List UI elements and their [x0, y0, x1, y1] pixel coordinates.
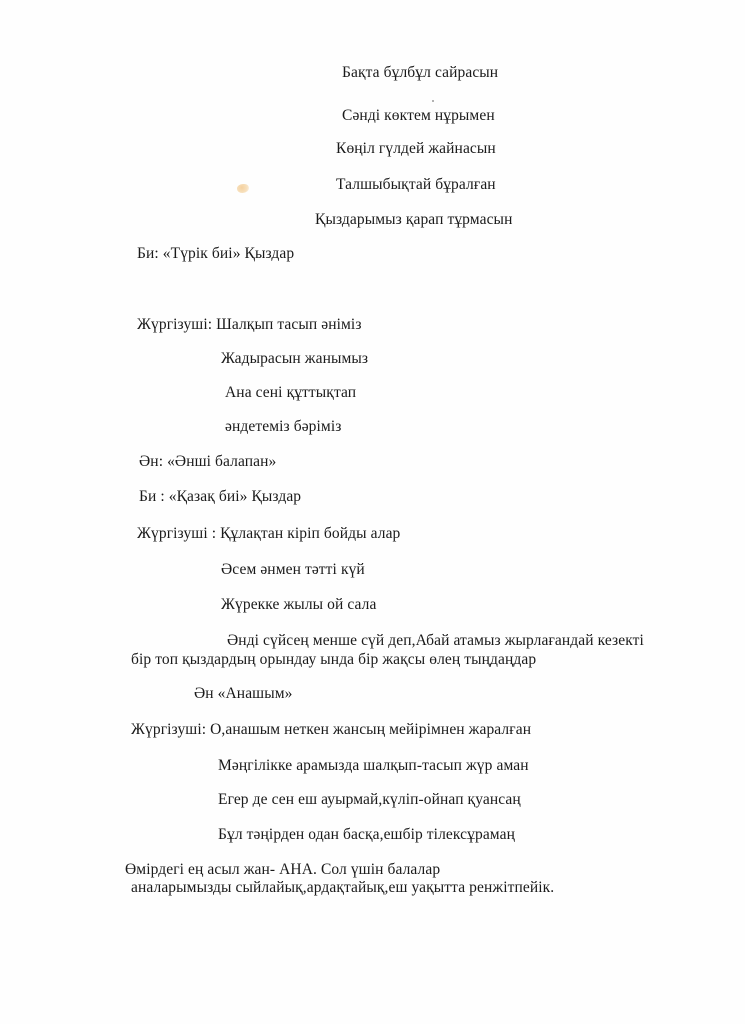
presenter-1-line-4: әндетеміз бәріміз: [225, 418, 342, 435]
closing-line-1: Өмірдегі ең асыл жан- АНА. Сол үшін балалар: [125, 861, 441, 878]
presenter-3-line-1: Жүргізуші: О,анашым неткен жансың мейірімнен жаралған: [131, 721, 532, 738]
song-singer-chick: Ән: «Әнші балапан»: [139, 453, 277, 470]
presenter-1-line-2: Жадырасын жанымыз: [221, 350, 369, 367]
presenter-3-line-2: Мәңгілікке арамызда шалқып-тасып жүр аман: [218, 757, 529, 774]
poem-line-4: Талшыбықтай бұралған: [336, 176, 496, 193]
song-anashym: Ән «Анашым»: [194, 685, 293, 702]
presenter-3-line-3: Егер де сен еш ауырмай,күліп-ойнап қуансаң: [218, 791, 521, 808]
presenter-2-line-2: Әсем әнмен тәтті күй: [221, 561, 365, 578]
presenter-1-line-3: Ана сені құттықтап: [225, 384, 357, 401]
paper-speck: [432, 100, 434, 102]
presenter-2-line-4: Әнді сүйсең менше сүй деп,Абай атамыз жырлағандай кезекті: [227, 632, 644, 649]
poem-line-1: Бақта бұлбұл сайрасын: [342, 64, 499, 81]
dance-turkish: Би: «Түрік биі» Қыздар: [137, 245, 295, 262]
presenter-2-line-1: Жүргізуші : Құлақтан кіріп бойды алар: [137, 525, 401, 542]
dance-kazakh: Би : «Қазақ биі» Қыздар: [139, 488, 302, 505]
poem-line-2: Сәнді көктем нұрымен: [342, 107, 495, 124]
poem-line-3: Көңіл гүлдей жайнасын: [336, 140, 496, 157]
paper-stain: [237, 184, 249, 193]
presenter-2-line-3: Жүрекке жылы ой сала: [221, 596, 377, 613]
poem-line-5: Қыздарымыз қарап тұрмасын: [315, 211, 513, 228]
presenter-2-line-5: бір топ қыздардың орындау ында бір жақсы өлең тыңдаңдар: [131, 651, 537, 668]
presenter-3-line-4: Бұл тәңірден одан басқа,ешбір тілексұрамаң: [218, 826, 515, 843]
closing-line-2: аналарымызды сыйлайық,ардақтайық,еш уақытта ренжітпейік.: [131, 879, 555, 896]
presenter-1-line-1: Жүргізуші: Шалқып тасып әніміз: [137, 316, 362, 333]
